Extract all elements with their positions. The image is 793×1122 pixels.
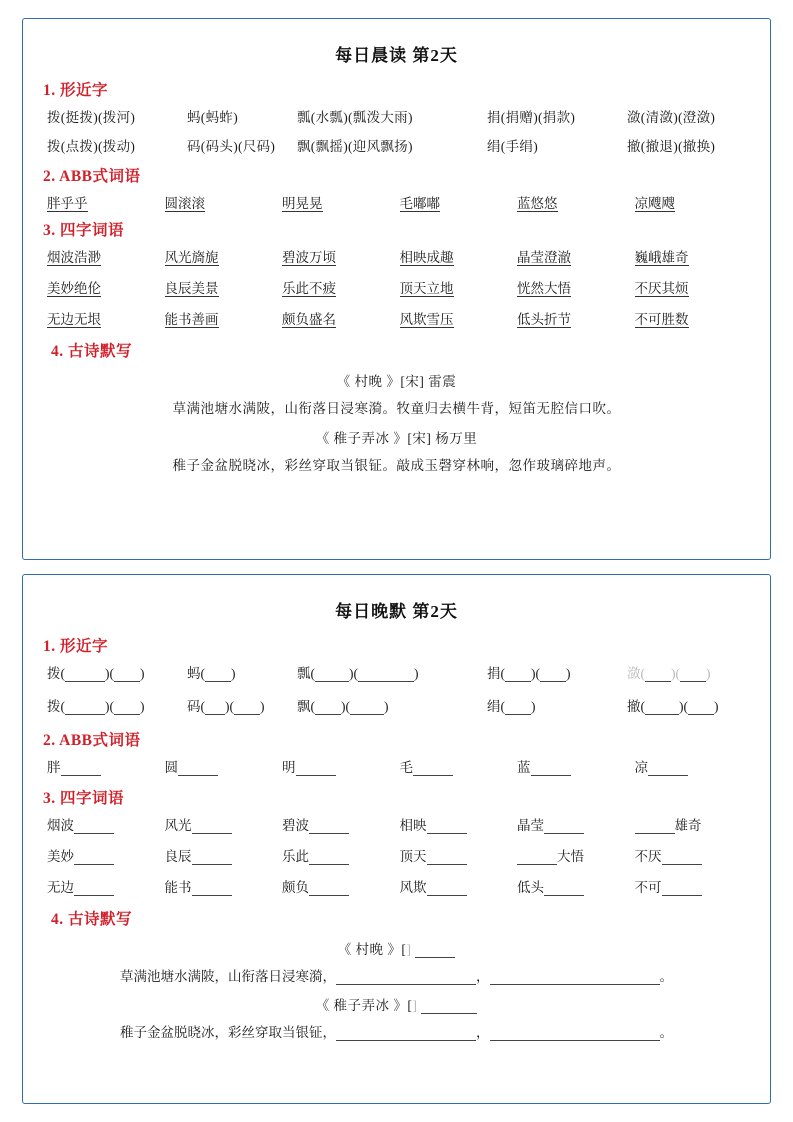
sizi-blank[interactable]: 雄奇 [635,814,753,834]
abb-blank[interactable]: 明 [282,756,400,776]
sizi-word: 不可胜数 [634,312,689,327]
sizi-word: 风光旖旎 [164,250,219,265]
evening-sizi-row [41,845,752,865]
xingjinzi-blank-cell[interactable]: 码( )( ) [187,698,265,714]
poem-title-blank[interactable]: 《 村晚 》[] [41,938,752,958]
poem-title: 《 稚子弄冰 》[宋] 杨万里 [315,431,478,446]
xingjinzi-cell: 码(码头)(尺码) [187,139,276,154]
xingjinzi-blank-cell[interactable]: 瓢( )( ) [297,665,419,681]
morning-section-3-heading: 3. 四字词语 [43,222,125,239]
evening-sizi-row [41,876,752,896]
sizi-word: 烟波浩渺 [47,250,101,265]
sizi-word: 颇负盛名 [282,312,336,327]
sizi-blank[interactable]: 风欺 [400,876,518,896]
evening-section-4-heading: 4. 古诗默写 [51,910,133,928]
sizi-word: 晶莹澄澈 [517,250,571,265]
xingjinzi-blank-cell[interactable]: 飘( )( ) [297,698,389,714]
morning-section-1-heading: 1. 形近字 [43,82,109,99]
xingjinzi-blank-cell[interactable]: 拨( )( ) [47,698,145,714]
poem-line-blank[interactable]: 稚子金盆脱晓冰，彩丝穿取当银钲， ， 。 [120,1024,673,1040]
xingjinzi-cell: 蚂(蚂蚱) [187,110,238,125]
abb-word: 圆滚滚 [164,196,205,211]
xingjinzi-cell: 拨(点拨)(拨动) [47,139,136,154]
sizi-word: 无边无垠 [47,312,101,327]
abb-blank[interactable]: 凉 [635,756,753,776]
sizi-word: 顶天立地 [399,281,454,296]
evening-sizi-row [41,814,752,834]
xingjinzi-cell: 绢(手绢) [487,139,538,154]
evening-section-3-heading: 3. 四字词语 [43,789,125,807]
xingjinzi-cell: 飘(飘摇)(迎风飘扬) [297,139,413,154]
abb-word: 明晃晃 [282,196,323,211]
evening-abb-row [41,756,752,776]
xingjinzi-blank-cell[interactable]: 绢( ) [487,698,536,714]
xingjinzi-blank-cell[interactable]: 撤( )( ) [627,698,719,714]
morning-card-title: 每日晨读 第2天 [335,46,458,65]
abb-word: 胖乎乎 [47,196,88,211]
abb-word: 凉飕飕 [634,196,675,211]
sizi-blank[interactable]: 不可 [635,876,753,896]
morning-abb-row [41,192,752,212]
xingjinzi-cell: 拨(挺拨)(拨河) [47,110,136,125]
sizi-blank[interactable]: 乐此 [282,845,400,865]
sizi-blank[interactable]: 不厌 [635,845,753,865]
morning-xingjinzi-row [41,135,752,155]
sizi-blank[interactable]: 无边 [47,876,165,896]
poem-line: 稚子金盆脱晓冰，彩丝穿取当银钲。敲成玉磬穿林响，忽作玻璃碎地声。 [172,458,621,473]
abb-blank[interactable]: 蓝 [517,756,635,776]
poem-line: 草满池塘水满陂，山衔落日浸寒漪。牧童归去横牛背，短笛无腔信口吹。 [172,401,621,416]
evening-card-title: 每日晚默 第2天 [335,601,458,621]
sizi-word: 良辰美景 [164,281,219,296]
sizi-blank[interactable]: 相映 [400,814,518,834]
morning-sizi-row [41,246,752,266]
evening-section-2-heading: 2. ABB式词语 [43,731,141,749]
sizi-word: 巍峨雄奇 [634,250,689,265]
xingjinzi-blank-cell[interactable]: 潋( )( ) [627,665,711,681]
morning-section-4-heading: 4. 古诗默写 [51,343,133,360]
xingjinzi-cell: 撤(撤退)(撤换) [627,139,716,154]
sizi-word: 恍然大悟 [517,281,571,296]
sizi-blank[interactable]: 碧波 [282,814,400,834]
abb-blank[interactable]: 毛 [400,756,518,776]
morning-xingjinzi-row [41,106,752,126]
poem-title-blank[interactable]: 《 稚子弄冰 》[] [41,994,752,1014]
abb-blank[interactable]: 圆 [165,756,283,776]
evening-dictation-card [22,574,771,1104]
sizi-word: 相映成趣 [399,250,454,265]
sizi-blank[interactable]: 大悟 [517,845,635,865]
xingjinzi-blank-cell[interactable]: 捐( )( ) [487,665,571,681]
sizi-blank[interactable]: 顶天 [400,845,518,865]
xingjinzi-blank-cell[interactable]: 拨( )( ) [47,665,145,681]
sizi-blank[interactable]: 颇负 [282,876,400,896]
morning-sizi-row [41,277,752,297]
abb-word: 毛嘟嘟 [399,196,440,211]
sizi-word: 低头折节 [517,312,571,327]
abb-word: 蓝悠悠 [517,196,558,211]
abb-blank[interactable]: 胖 [47,756,165,776]
poem-title: 《 村晚 》[宋] 雷震 [336,374,457,389]
sizi-blank[interactable]: 低头 [517,876,635,896]
sizi-blank[interactable]: 风光 [165,814,283,834]
sizi-word: 碧波万顷 [282,250,336,265]
sizi-blank[interactable]: 晶莹 [517,814,635,834]
evening-xingjinzi-row [41,662,752,682]
sizi-blank[interactable]: 美妙 [47,845,165,865]
morning-section-2-heading: 2. ABB式词语 [43,168,141,185]
sizi-word: 风欺雪压 [399,312,454,327]
poem-line-blank[interactable]: 草满池塘水满陂，山衔落日浸寒漪， ， 。 [120,968,673,984]
xingjinzi-cell: 潋(清潋)(澄潋) [627,110,716,125]
xingjinzi-cell: 捐(捐赠)(捐款) [487,110,576,125]
sizi-word: 乐此不疲 [282,281,336,296]
sizi-word: 美妙绝伦 [47,281,101,296]
morning-reading-card [22,18,771,560]
morning-sizi-row [41,308,752,328]
sizi-word: 能书善画 [164,312,219,327]
sizi-word: 不厌其烦 [634,281,689,296]
xingjinzi-blank-cell[interactable]: 蚂( ) [187,665,236,681]
sizi-blank[interactable]: 良辰 [165,845,283,865]
sizi-blank[interactable]: 烟波 [47,814,165,834]
evening-xingjinzi-row [41,695,752,715]
xingjinzi-cell: 瓢(水瓢)(瓢泼大雨) [297,110,413,125]
sizi-blank[interactable]: 能书 [165,876,283,896]
evening-section-1-heading: 1. 形近字 [43,637,109,655]
